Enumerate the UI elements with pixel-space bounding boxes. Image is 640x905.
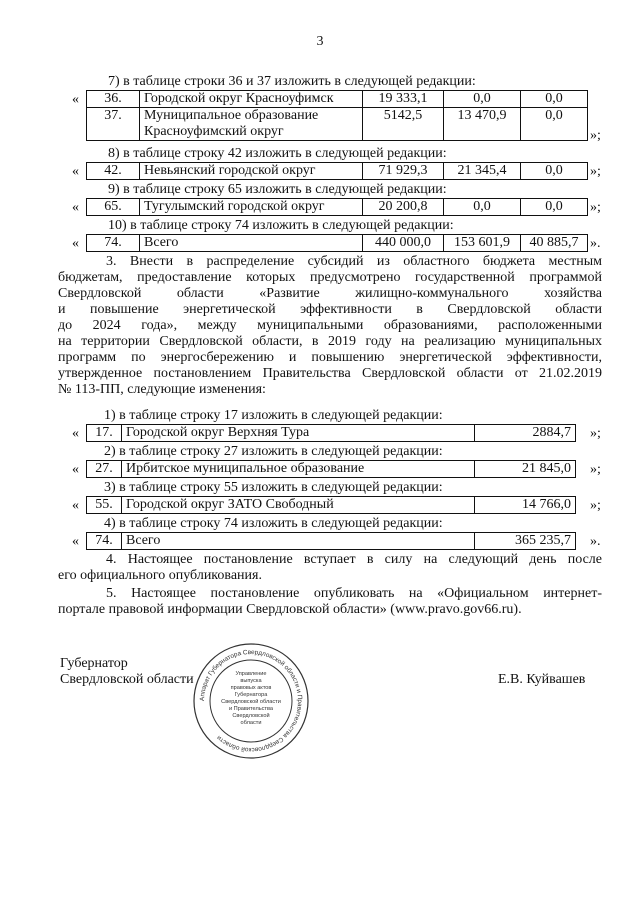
amendment-item-8: 8) в таблице строку 42 изложить в следующей редакции: xyxy=(108,146,447,161)
close-quote-semicolon: »; xyxy=(590,164,601,179)
seal-line: области xyxy=(240,720,262,726)
paragraph-line: 5. Настоящее постановление опубликовать на «Официальном интернет- xyxy=(106,586,602,601)
seal-line: Управление xyxy=(235,671,267,677)
close-quote-semicolon: »; xyxy=(590,128,601,143)
row-value-3: 0,0 xyxy=(521,91,588,108)
row-value-1: 5142,5 xyxy=(363,108,444,141)
row-value-2: 0,0 xyxy=(444,199,521,216)
row-name: Всего xyxy=(140,235,363,252)
open-quote: « xyxy=(72,236,79,251)
close-quote-semicolon: »; xyxy=(590,426,601,441)
close-quote-period: ». xyxy=(590,236,601,251)
paragraph-line: 4. Настоящее постановление вступает в силу на следующий день после xyxy=(106,552,602,567)
table-row xyxy=(87,533,576,550)
row-value: 21 845,0 xyxy=(475,461,576,478)
seal-center-text xyxy=(221,671,281,726)
seal-line: Свердловской области xyxy=(221,699,281,705)
row-name-line-1: Муниципальное образование xyxy=(144,108,319,123)
amendment-item-7: 7) в таблице строки 36 и 37 изложить в следующей редакции: xyxy=(108,74,476,89)
seal-line: Губернатора xyxy=(234,692,268,698)
seal-line: Свердловской xyxy=(232,713,270,719)
paragraph-line: и повышение энергетической эффективности в Свердловской области xyxy=(58,302,602,317)
row-name: Тугулымский городской округ xyxy=(140,199,363,216)
table-row-74-total xyxy=(86,532,576,550)
table-row-55 xyxy=(86,496,576,514)
close-quote-semicolon: »; xyxy=(590,200,601,215)
paragraph-line: № 113-ПП, следующие изменения: xyxy=(58,382,266,397)
row-name xyxy=(140,108,363,141)
paragraph-line: портале правовой информации Свердловской области» (www.pravo.gov66.ru). xyxy=(58,602,522,617)
row-number: 74. xyxy=(87,533,122,550)
row-name: Невьянский городской округ xyxy=(140,163,363,180)
signatory-title-line-2: Свердловской области xyxy=(60,672,194,687)
paragraph-line: бюджетам, предоставление которых предусмотрено государственной программой xyxy=(58,270,602,285)
amendment-item-3: 3) в таблице строку 55 изложить в следующей редакции: xyxy=(104,480,443,495)
table-row xyxy=(87,497,576,514)
close-quote-semicolon: »; xyxy=(590,498,601,513)
row-name: Городской округ Верхняя Тура xyxy=(122,425,475,442)
table-row xyxy=(87,425,576,442)
row-name: Городской округ Красноуфимск xyxy=(140,91,363,108)
amendment-item-9: 9) в таблице строку 65 изложить в следующей редакции: xyxy=(108,182,447,197)
amendment-item-10: 10) в таблице строку 74 изложить в следующей редакции: xyxy=(108,218,454,233)
table-rows-36-37 xyxy=(86,90,588,141)
table-row-42 xyxy=(86,162,588,180)
open-quote: « xyxy=(72,164,79,179)
table-row xyxy=(87,91,588,108)
seal-line: правовых актов xyxy=(230,685,272,691)
row-value-1: 440 000,0 xyxy=(363,235,444,252)
paragraph-line: программ по энергосбережению и повышению энергетической эффективности, xyxy=(58,350,602,365)
amendment-item-2: 2) в таблице строку 27 изложить в следующей редакции: xyxy=(104,444,443,459)
row-value-2: 0,0 xyxy=(444,91,521,108)
seal-ring-text-path: Аппарат Губернатора Свердловской области и Правительства Свердловской области xyxy=(198,648,304,754)
row-value: 365 235,7 xyxy=(475,533,576,550)
row-number: 74. xyxy=(87,235,140,252)
amendment-item-1: 1) в таблице строку 17 изложить в следующей редакции: xyxy=(104,408,443,423)
row-name: Ирбитское муниципальное образование xyxy=(122,461,475,478)
table-row-74 xyxy=(86,234,588,252)
row-value-3: 0,0 xyxy=(521,199,588,216)
row-value-1: 20 200,8 xyxy=(363,199,444,216)
open-quote: « xyxy=(72,462,79,477)
row-number: 17. xyxy=(87,425,122,442)
row-value-1: 19 333,1 xyxy=(363,91,444,108)
paragraph-line: утвержденное постановлением Правительства Свердловской области от 21.02.2019 xyxy=(58,366,602,381)
table-row-27 xyxy=(86,460,576,478)
table-row xyxy=(87,235,588,252)
open-quote: « xyxy=(72,534,79,549)
row-value: 2884,7 xyxy=(475,425,576,442)
amendment-item-4: 4) в таблице строку 74 изложить в следующей редакции: xyxy=(104,516,443,531)
paragraph-line: до 2024 года», между муниципальными образованиями, расположенными xyxy=(58,318,602,333)
row-number: 36. xyxy=(87,91,140,108)
row-name: Всего xyxy=(122,533,475,550)
paragraph-line: Свердловской области «Развитие жилищно-коммунального хозяйства xyxy=(58,286,602,301)
page-number: 3 xyxy=(316,34,324,49)
paragraph-line: 3. Внести в распределение субсидий из областного бюджета местным xyxy=(106,254,602,269)
open-quote: « xyxy=(72,426,79,441)
seal-line: выпуска xyxy=(240,678,262,684)
table-row xyxy=(87,461,576,478)
paragraph-line: его официального опубликования. xyxy=(58,568,262,583)
row-value-3: 0,0 xyxy=(521,108,588,141)
table-row xyxy=(87,163,588,180)
row-value: 14 766,0 xyxy=(475,497,576,514)
official-seal-stamp xyxy=(192,642,310,760)
paragraph-4 xyxy=(58,552,602,584)
paragraph-3 xyxy=(58,254,602,398)
row-value-3: 40 885,7 xyxy=(521,235,588,252)
row-number: 65. xyxy=(87,199,140,216)
row-number: 55. xyxy=(87,497,122,514)
row-value-3: 0,0 xyxy=(521,163,588,180)
open-quote: « xyxy=(72,498,79,513)
row-number: 42. xyxy=(87,163,140,180)
row-value-2: 153 601,9 xyxy=(444,235,521,252)
row-name: Городской округ ЗАТО Свободный xyxy=(122,497,475,514)
row-number: 27. xyxy=(87,461,122,478)
close-quote-semicolon: »; xyxy=(590,462,601,477)
table-row xyxy=(87,108,588,141)
close-quote-period: ». xyxy=(590,534,601,549)
table-row xyxy=(87,199,588,216)
signatory-title-line-1: Губернатор xyxy=(60,656,128,671)
row-value-1: 71 929,3 xyxy=(363,163,444,180)
paragraph-5 xyxy=(58,586,602,618)
table-row-17 xyxy=(86,424,576,442)
table-row-65 xyxy=(86,198,588,216)
row-value-2: 13 470,9 xyxy=(444,108,521,141)
row-name-line-2: Красноуфимский округ xyxy=(144,124,284,139)
row-value-2: 21 345,4 xyxy=(444,163,521,180)
seal-line: и Правительства xyxy=(229,706,273,712)
open-quote: « xyxy=(72,200,79,215)
paragraph-line: на территории Свердловской области, в 2019 году на реализацию муниципальных xyxy=(58,334,602,349)
row-number: 37. xyxy=(87,108,140,141)
open-quote: « xyxy=(72,92,79,107)
signatory-name: Е.В. Куйвашев xyxy=(498,672,586,687)
